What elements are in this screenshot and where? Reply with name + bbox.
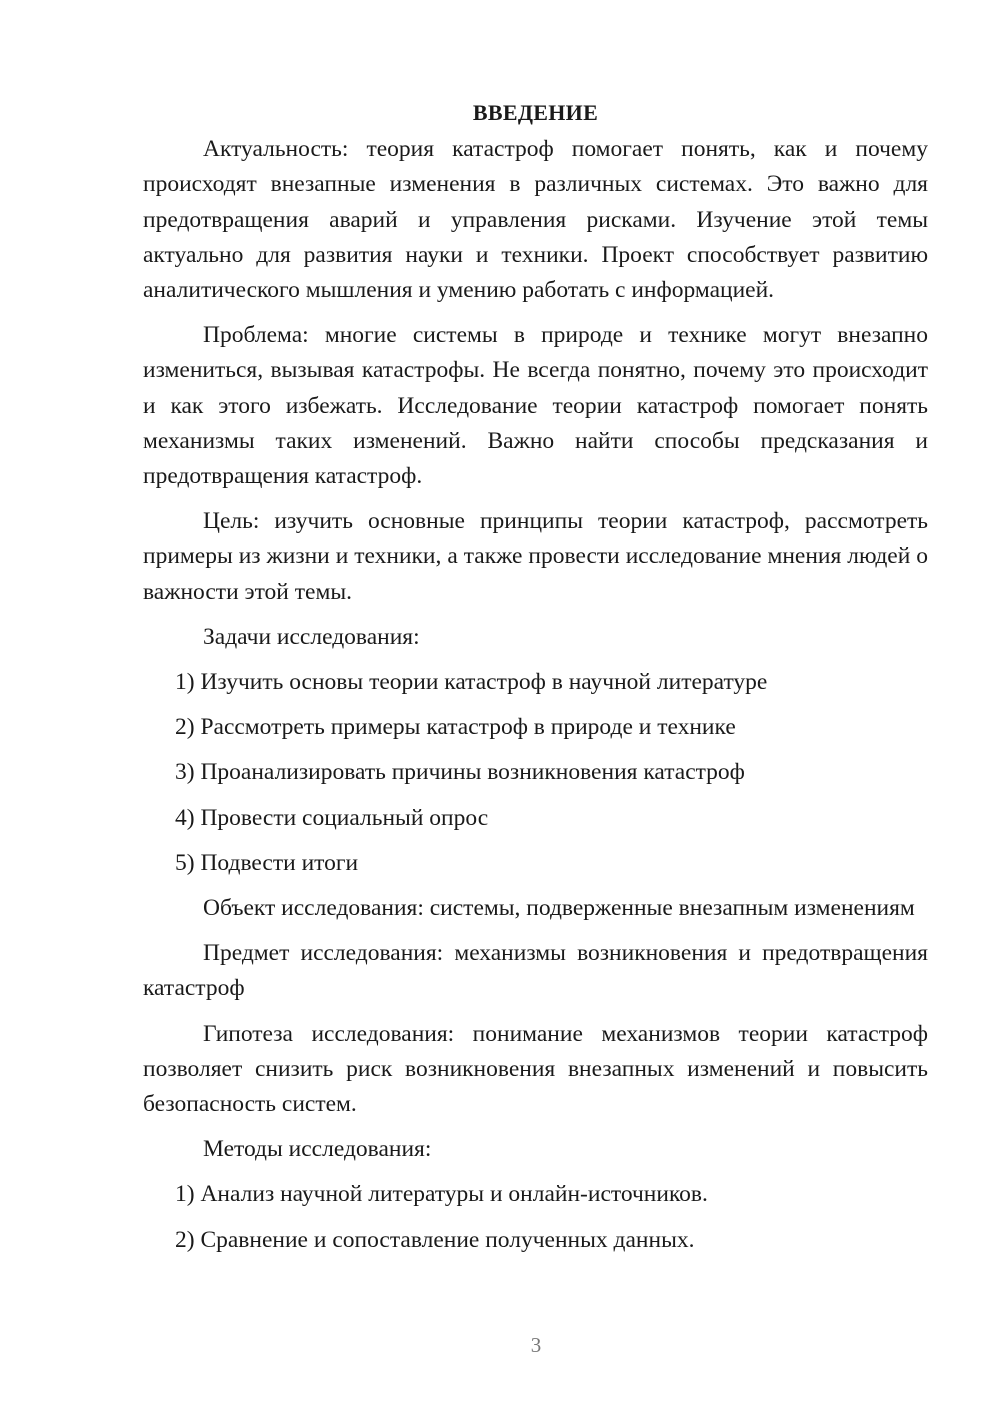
methods-title: Методы исследования: (203, 1136, 432, 1163)
object-paragraph: Объект исследования: системы, подверженные внезапным изменениям (203, 895, 915, 922)
list-item: 2) Рассмотреть примеры катастроф в природе и технике (175, 714, 736, 741)
tasks-title: Задачи исследования: (203, 623, 420, 650)
relevance-paragraph: Актуальность: теория катастроф помогает понять, как и почему происходят внезапные изменения в различных системах. Это важно для предотвращения аварий и управления рисками. Изучение этой темы актуально для развития науки и техники. Проект способствует развитию аналитического мышления и умению работать с информацией. (143, 136, 928, 304)
page-number: 3 (530, 1333, 542, 1357)
section-heading: ВВЕДЕНИЕ (472, 100, 599, 125)
problem-paragraph: Проблема: многие системы в природе и технике могут внезапно измениться, вызывая катастрофы. Не всегда понятно, почему это происходит и как этого избежать. Исследование теории катастроф помогает понять механизмы таких изменений. Важно найти способы предсказания и предотвращения катастроф. (143, 322, 928, 490)
hypothesis-paragraph: Гипотеза исследования: понимание механизмов теории катастроф позволяет снизить риск возникновения внезапных изменений и повысить безопасность систем. (143, 1020, 928, 1118)
subject-paragraph: Предмет исследования: механизмы возникновения и предотвращения катастроф (143, 940, 928, 1002)
list-item: 3) Проанализировать причины возникновения катастроф (175, 759, 745, 786)
list-item: 4) Провести социальный опрос (175, 804, 489, 831)
list-item: 2) Сравнение и сопоставление полученных данных. (175, 1226, 695, 1253)
methods-list (143, 1177, 928, 1257)
list-item: 1) Анализ научной литературы и онлайн-источников. (175, 1181, 708, 1208)
list-item: 1) Изучить основы теории катастроф в научной литературе (175, 669, 768, 696)
document-page (143, 95, 928, 1268)
list-item: 5) Подвести итоги (175, 849, 359, 876)
goal-paragraph: Цель: изучить основные принципы теории катастроф, рассмотреть примеры из жизни и техники, а также провести исследование мнения людей о важности этой темы. (143, 508, 928, 605)
tasks-list (143, 665, 928, 881)
